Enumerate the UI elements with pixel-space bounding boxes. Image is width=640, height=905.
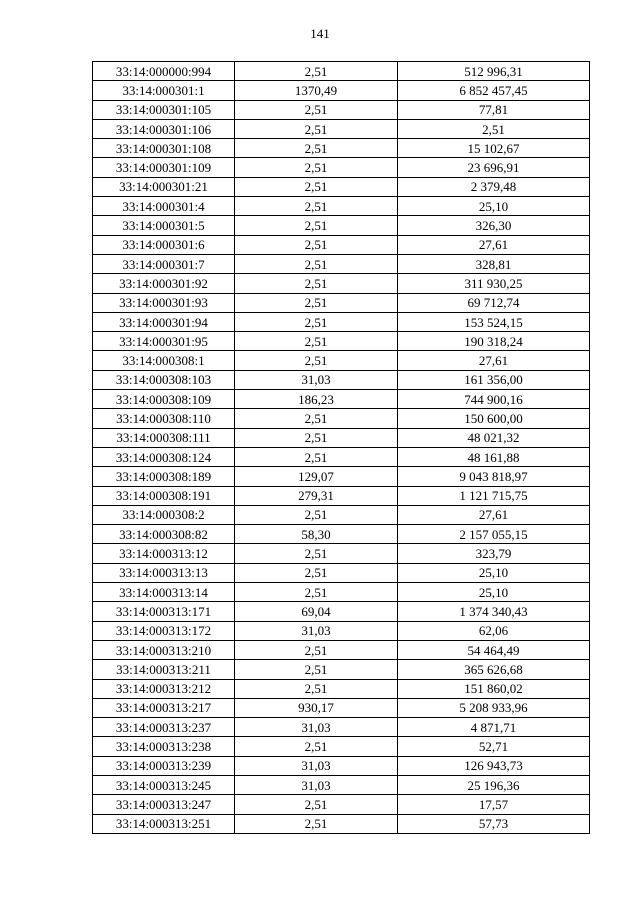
table-row	[93, 332, 590, 351]
value-cell: 2,51	[398, 119, 590, 138]
value-cell: 23 696,91	[398, 158, 590, 177]
table-row	[93, 467, 590, 486]
cadastral-number-cell: 33:14:000308:82	[93, 525, 235, 544]
area-cell: 69,04	[235, 602, 398, 621]
area-cell: 31,03	[235, 756, 398, 775]
value-cell: 48 021,32	[398, 428, 590, 447]
value-cell: 17,57	[398, 795, 590, 814]
value-cell: 161 356,00	[398, 370, 590, 389]
area-cell: 2,51	[235, 235, 398, 254]
area-cell: 930,17	[235, 698, 398, 717]
value-cell: 57,73	[398, 814, 590, 833]
cadastral-number-cell: 33:14:000313:245	[93, 775, 235, 794]
cadastral-number-cell: 33:14:000308:2	[93, 505, 235, 524]
table-row	[93, 544, 590, 563]
cadastral-number-cell: 33:14:000301:95	[93, 332, 235, 351]
value-cell: 126 943,73	[398, 756, 590, 775]
cadastral-number-cell: 33:14:000313:171	[93, 602, 235, 621]
table-row	[93, 158, 590, 177]
area-cell: 31,03	[235, 775, 398, 794]
area-cell: 2,51	[235, 100, 398, 119]
value-cell: 9 043 818,97	[398, 467, 590, 486]
cadastral-number-cell: 33:14:000313:239	[93, 756, 235, 775]
area-cell: 31,03	[235, 718, 398, 737]
value-cell: 27,61	[398, 351, 590, 370]
table-row	[93, 505, 590, 524]
value-cell: 54 464,49	[398, 640, 590, 659]
area-cell: 2,51	[235, 332, 398, 351]
cadastral-number-cell: 33:14:000301:1	[93, 81, 235, 100]
table-row	[93, 409, 590, 428]
cadastral-number-cell: 33:14:000313:14	[93, 583, 235, 602]
area-cell: 2,51	[235, 274, 398, 293]
table-row	[93, 814, 590, 833]
cadastral-number-cell: 33:14:000308:109	[93, 390, 235, 409]
value-cell: 77,81	[398, 100, 590, 119]
area-cell: 31,03	[235, 370, 398, 389]
cadastral-number-cell: 33:14:000301:92	[93, 274, 235, 293]
cadastral-number-cell: 33:14:000301:105	[93, 100, 235, 119]
cadastral-number-cell: 33:14:000301:7	[93, 254, 235, 273]
area-cell: 2,51	[235, 177, 398, 196]
area-cell: 2,51	[235, 544, 398, 563]
cadastral-number-cell: 33:14:000308:111	[93, 428, 235, 447]
table-row	[93, 447, 590, 466]
area-cell: 2,51	[235, 505, 398, 524]
table-row	[93, 563, 590, 582]
value-cell: 323,79	[398, 544, 590, 563]
area-cell: 2,51	[235, 795, 398, 814]
value-cell: 5 208 933,96	[398, 698, 590, 717]
table-row	[93, 351, 590, 370]
cadastral-number-cell: 33:14:000313:238	[93, 737, 235, 756]
table-row	[93, 583, 590, 602]
area-cell: 2,51	[235, 119, 398, 138]
table-row	[93, 390, 590, 409]
area-cell: 2,51	[235, 409, 398, 428]
area-cell: 2,51	[235, 583, 398, 602]
table-row	[93, 525, 590, 544]
table-row	[93, 486, 590, 505]
value-cell: 25 196,36	[398, 775, 590, 794]
value-cell: 744 900,16	[398, 390, 590, 409]
table-body	[93, 62, 590, 834]
area-cell: 2,51	[235, 737, 398, 756]
area-cell: 2,51	[235, 197, 398, 216]
area-cell: 279,31	[235, 486, 398, 505]
area-cell: 2,51	[235, 62, 398, 81]
area-cell: 2,51	[235, 660, 398, 679]
value-cell: 2 157 055,15	[398, 525, 590, 544]
value-cell: 311 930,25	[398, 274, 590, 293]
cadastral-number-cell: 33:14:000308:110	[93, 409, 235, 428]
table-row	[93, 235, 590, 254]
data-table	[92, 61, 590, 834]
value-cell: 62,06	[398, 621, 590, 640]
area-cell: 2,51	[235, 679, 398, 698]
area-cell: 2,51	[235, 814, 398, 833]
area-cell: 2,51	[235, 351, 398, 370]
table-row	[93, 660, 590, 679]
cadastral-number-cell: 33:14:000301:4	[93, 197, 235, 216]
value-cell: 328,81	[398, 254, 590, 273]
table-row	[93, 293, 590, 312]
value-cell: 25,10	[398, 197, 590, 216]
area-cell: 2,51	[235, 428, 398, 447]
cadastral-number-cell: 33:14:000301:108	[93, 139, 235, 158]
cadastral-number-cell: 33:14:000301:106	[93, 119, 235, 138]
area-cell: 2,51	[235, 563, 398, 582]
cadastral-number-cell: 33:14:000313:172	[93, 621, 235, 640]
area-cell: 186,23	[235, 390, 398, 409]
cadastral-number-cell: 33:14:000313:13	[93, 563, 235, 582]
page-number: 141	[310, 26, 330, 41]
table-row	[93, 139, 590, 158]
cadastral-number-cell: 33:14:000301:5	[93, 216, 235, 235]
table-row	[93, 428, 590, 447]
table-row	[93, 119, 590, 138]
area-cell: 2,51	[235, 447, 398, 466]
value-cell: 27,61	[398, 505, 590, 524]
value-cell: 48 161,88	[398, 447, 590, 466]
cadastral-number-cell: 33:14:000301:94	[93, 312, 235, 331]
cadastral-number-cell: 33:14:000313:247	[93, 795, 235, 814]
area-cell: 2,51	[235, 216, 398, 235]
table-row	[93, 216, 590, 235]
value-cell: 326,30	[398, 216, 590, 235]
table-row	[93, 100, 590, 119]
table-row	[93, 718, 590, 737]
cadastral-number-cell: 33:14:000313:251	[93, 814, 235, 833]
table-row	[93, 370, 590, 389]
value-cell: 1 374 340,43	[398, 602, 590, 621]
table-row	[93, 81, 590, 100]
area-cell: 2,51	[235, 312, 398, 331]
table-row	[93, 640, 590, 659]
table-row	[93, 775, 590, 794]
table-row	[93, 197, 590, 216]
area-cell: 2,51	[235, 640, 398, 659]
table-row	[93, 177, 590, 196]
cadastral-number-cell: 33:14:000313:212	[93, 679, 235, 698]
value-cell: 512 996,31	[398, 62, 590, 81]
table-row	[93, 602, 590, 621]
table-row	[93, 756, 590, 775]
value-cell: 151 860,02	[398, 679, 590, 698]
area-cell: 129,07	[235, 467, 398, 486]
cadastral-number-cell: 33:14:000313:211	[93, 660, 235, 679]
value-cell: 153 524,15	[398, 312, 590, 331]
table-row	[93, 312, 590, 331]
area-cell: 1370,49	[235, 81, 398, 100]
value-cell: 69 712,74	[398, 293, 590, 312]
cadastral-number-cell: 33:14:000313:237	[93, 718, 235, 737]
area-cell: 31,03	[235, 621, 398, 640]
area-cell: 2,51	[235, 293, 398, 312]
value-cell: 190 318,24	[398, 332, 590, 351]
table-row	[93, 254, 590, 273]
table-row	[93, 679, 590, 698]
table-row	[93, 62, 590, 81]
value-cell: 25,10	[398, 563, 590, 582]
cadastral-number-cell: 33:14:000301:6	[93, 235, 235, 254]
area-cell: 2,51	[235, 139, 398, 158]
table-row	[93, 795, 590, 814]
cadastral-number-cell: 33:14:000308:1	[93, 351, 235, 370]
value-cell: 27,61	[398, 235, 590, 254]
cadastral-number-cell: 33:14:000301:109	[93, 158, 235, 177]
table-row	[93, 737, 590, 756]
value-cell: 15 102,67	[398, 139, 590, 158]
table-row	[93, 274, 590, 293]
area-cell: 58,30	[235, 525, 398, 544]
value-cell: 1 121 715,75	[398, 486, 590, 505]
cadastral-number-cell: 33:14:000301:21	[93, 177, 235, 196]
cadastral-number-cell: 33:14:000301:93	[93, 293, 235, 312]
area-cell: 2,51	[235, 158, 398, 177]
cadastral-number-cell: 33:14:000000:994	[93, 62, 235, 81]
value-cell: 6 852 457,45	[398, 81, 590, 100]
value-cell: 365 626,68	[398, 660, 590, 679]
cadastral-number-cell: 33:14:000313:210	[93, 640, 235, 659]
value-cell: 52,71	[398, 737, 590, 756]
table-row	[93, 698, 590, 717]
value-cell: 2 379,48	[398, 177, 590, 196]
cadastral-number-cell: 33:14:000313:12	[93, 544, 235, 563]
value-cell: 150 600,00	[398, 409, 590, 428]
area-cell: 2,51	[235, 254, 398, 273]
cadastral-number-cell: 33:14:000308:124	[93, 447, 235, 466]
cadastral-number-cell: 33:14:000308:191	[93, 486, 235, 505]
value-cell: 25,10	[398, 583, 590, 602]
table-row	[93, 621, 590, 640]
cadastral-number-cell: 33:14:000308:189	[93, 467, 235, 486]
cadastral-number-cell: 33:14:000313:217	[93, 698, 235, 717]
value-cell: 4 871,71	[398, 718, 590, 737]
cadastral-number-cell: 33:14:000308:103	[93, 370, 235, 389]
